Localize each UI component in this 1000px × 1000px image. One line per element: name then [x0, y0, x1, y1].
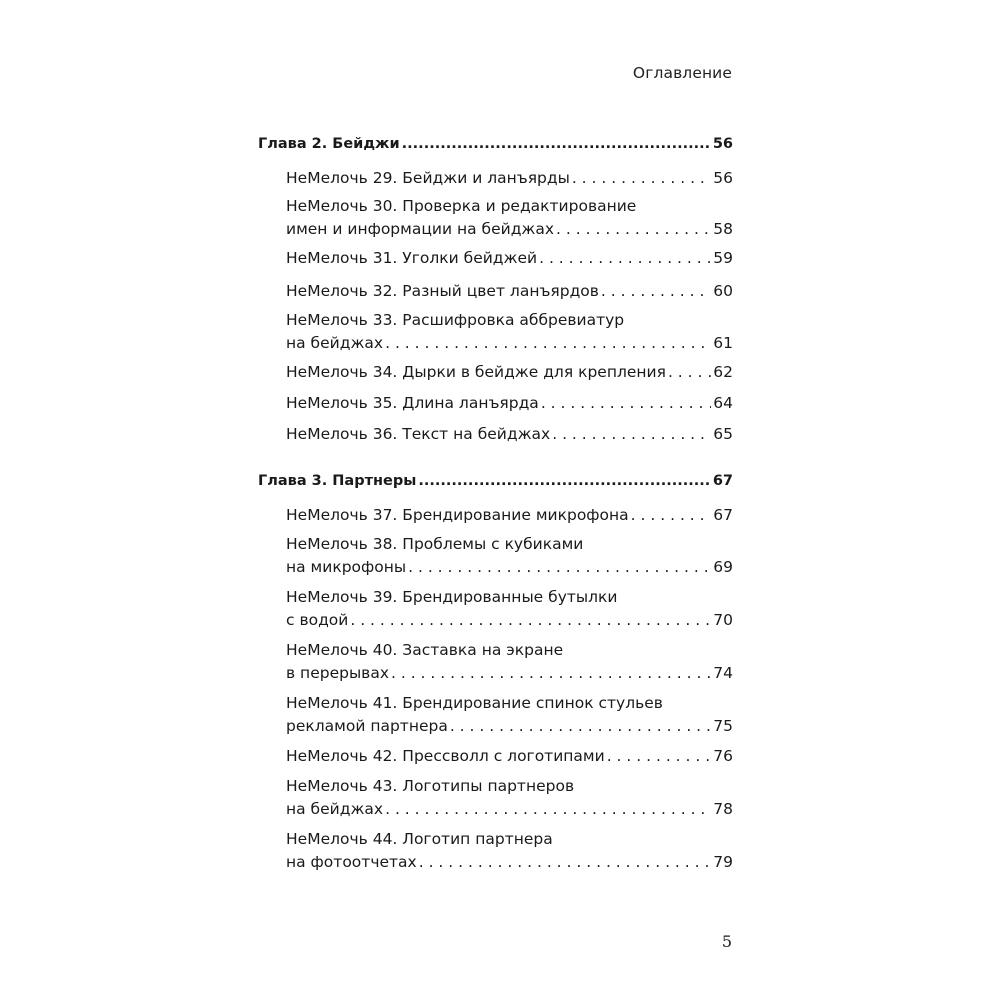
entry-title: НеМелочь 31. Уголки бейджей [286, 249, 538, 267]
dot-leader [572, 169, 711, 187]
entry-title: НеМелочь 36. Текст на бейджах [286, 425, 551, 443]
entry-page: 78 [713, 800, 733, 818]
dot-leader [552, 425, 711, 443]
toc-entry[interactable] [286, 394, 733, 412]
entry-page: 56 [713, 169, 733, 187]
toc-entry[interactable] [286, 717, 733, 735]
dot-leader [385, 800, 711, 818]
entry-page: 75 [713, 717, 733, 735]
entry-page: 67 [713, 506, 733, 524]
toc-entry[interactable] [286, 558, 733, 576]
dot-leader [385, 334, 711, 352]
entry-title-line1: НеМелочь 33. Расшифровка аббревиатур [286, 311, 625, 329]
entry-page: 65 [713, 425, 733, 443]
toc-chapter-2[interactable] [258, 136, 733, 152]
entry-title-line1: НеМелочь 39. Брендированные бутылки [286, 588, 618, 606]
toc-entry[interactable] [286, 249, 733, 267]
toc-entry[interactable] [286, 334, 733, 352]
entry-page: 79 [713, 853, 733, 871]
entry-page: 70 [713, 611, 733, 629]
toc-entry[interactable] [286, 747, 733, 765]
dot-leader [539, 249, 711, 267]
dot-leader [419, 853, 712, 871]
dot-leader [631, 506, 712, 524]
dot-leader [607, 747, 712, 765]
entry-title: НеМелочь 34. Дырки в бейдже для крепления [286, 363, 666, 381]
entry-title: НеМелочь 32. Разный цвет ланъярдов [286, 282, 599, 300]
entry-title-line1: НеМелочь 38. Проблемы с кубиками [286, 535, 584, 553]
entry-title-line1: НеМелочь 41. Брендирование спинок стульев [286, 694, 663, 712]
dot-leader [556, 220, 711, 238]
toc-entry[interactable] [286, 425, 733, 443]
page-number: 5 [721, 932, 732, 951]
toc-chapter-3[interactable] [258, 473, 733, 489]
entry-title: имен и информации на бейджах [286, 220, 555, 238]
dot-leader [402, 136, 711, 152]
running-header: Оглавление [632, 64, 732, 82]
entry-page: 69 [713, 558, 733, 576]
chapter-title: Глава 2. Бейджи [258, 136, 400, 152]
entry-title: НеМелочь 37. Брендирование микрофона [286, 506, 629, 524]
dot-leader [541, 394, 711, 412]
dot-leader [350, 611, 711, 629]
entry-title: на микрофоны [286, 558, 407, 576]
entry-page: 62 [713, 363, 733, 381]
entry-page: 76 [713, 747, 733, 765]
toc-entry[interactable] [286, 664, 733, 682]
toc-entry[interactable] [286, 853, 733, 871]
dot-leader [601, 282, 711, 300]
entry-title: на фотоотчетах [286, 853, 417, 871]
entry-page: 60 [713, 282, 733, 300]
entry-page: 61 [713, 334, 733, 352]
toc-entry[interactable] [286, 282, 733, 300]
entry-title: на бейджах [286, 334, 384, 352]
entry-title-line1: НеМелочь 44. Логотип партнера [286, 830, 553, 848]
toc-entry[interactable] [286, 506, 733, 524]
entry-title: НеМелочь 35. Длина ланъярда [286, 394, 539, 412]
dot-leader [668, 363, 711, 381]
entry-title-line1: НеМелочь 30. Проверка и редактирование [286, 197, 637, 215]
chapter-page: 67 [712, 473, 733, 489]
toc-entry[interactable] [286, 800, 733, 818]
toc-entry[interactable] [286, 169, 733, 187]
entry-title: с водой [286, 611, 349, 629]
entry-title: в перерывах [286, 664, 389, 682]
dot-leader [450, 717, 711, 735]
entry-title: рекламой партнера [286, 717, 448, 735]
chapter-title: Глава 3. Партнеры [258, 473, 417, 489]
entry-title: НеМелочь 29. Бейджи и ланъярды [286, 169, 570, 187]
entry-title: НеМелочь 42. Прессволл с логотипами [286, 747, 605, 765]
dot-leader [418, 473, 710, 489]
entry-title-line1: НеМелочь 40. Заставка на экране [286, 641, 564, 659]
chapter-page: 56 [712, 136, 733, 152]
entry-title: на бейджах [286, 800, 384, 818]
dot-leader [391, 664, 711, 682]
entry-page: 59 [713, 249, 733, 267]
toc-entry[interactable] [286, 611, 733, 629]
entry-page: 64 [713, 394, 733, 412]
entry-title-line1: НеМелочь 43. Логотипы партнеров [286, 777, 575, 795]
entry-page: 58 [713, 220, 733, 238]
dot-leader [408, 558, 711, 576]
entry-page: 74 [713, 664, 733, 682]
toc-entry[interactable] [286, 363, 733, 381]
toc-entry[interactable] [286, 220, 733, 238]
